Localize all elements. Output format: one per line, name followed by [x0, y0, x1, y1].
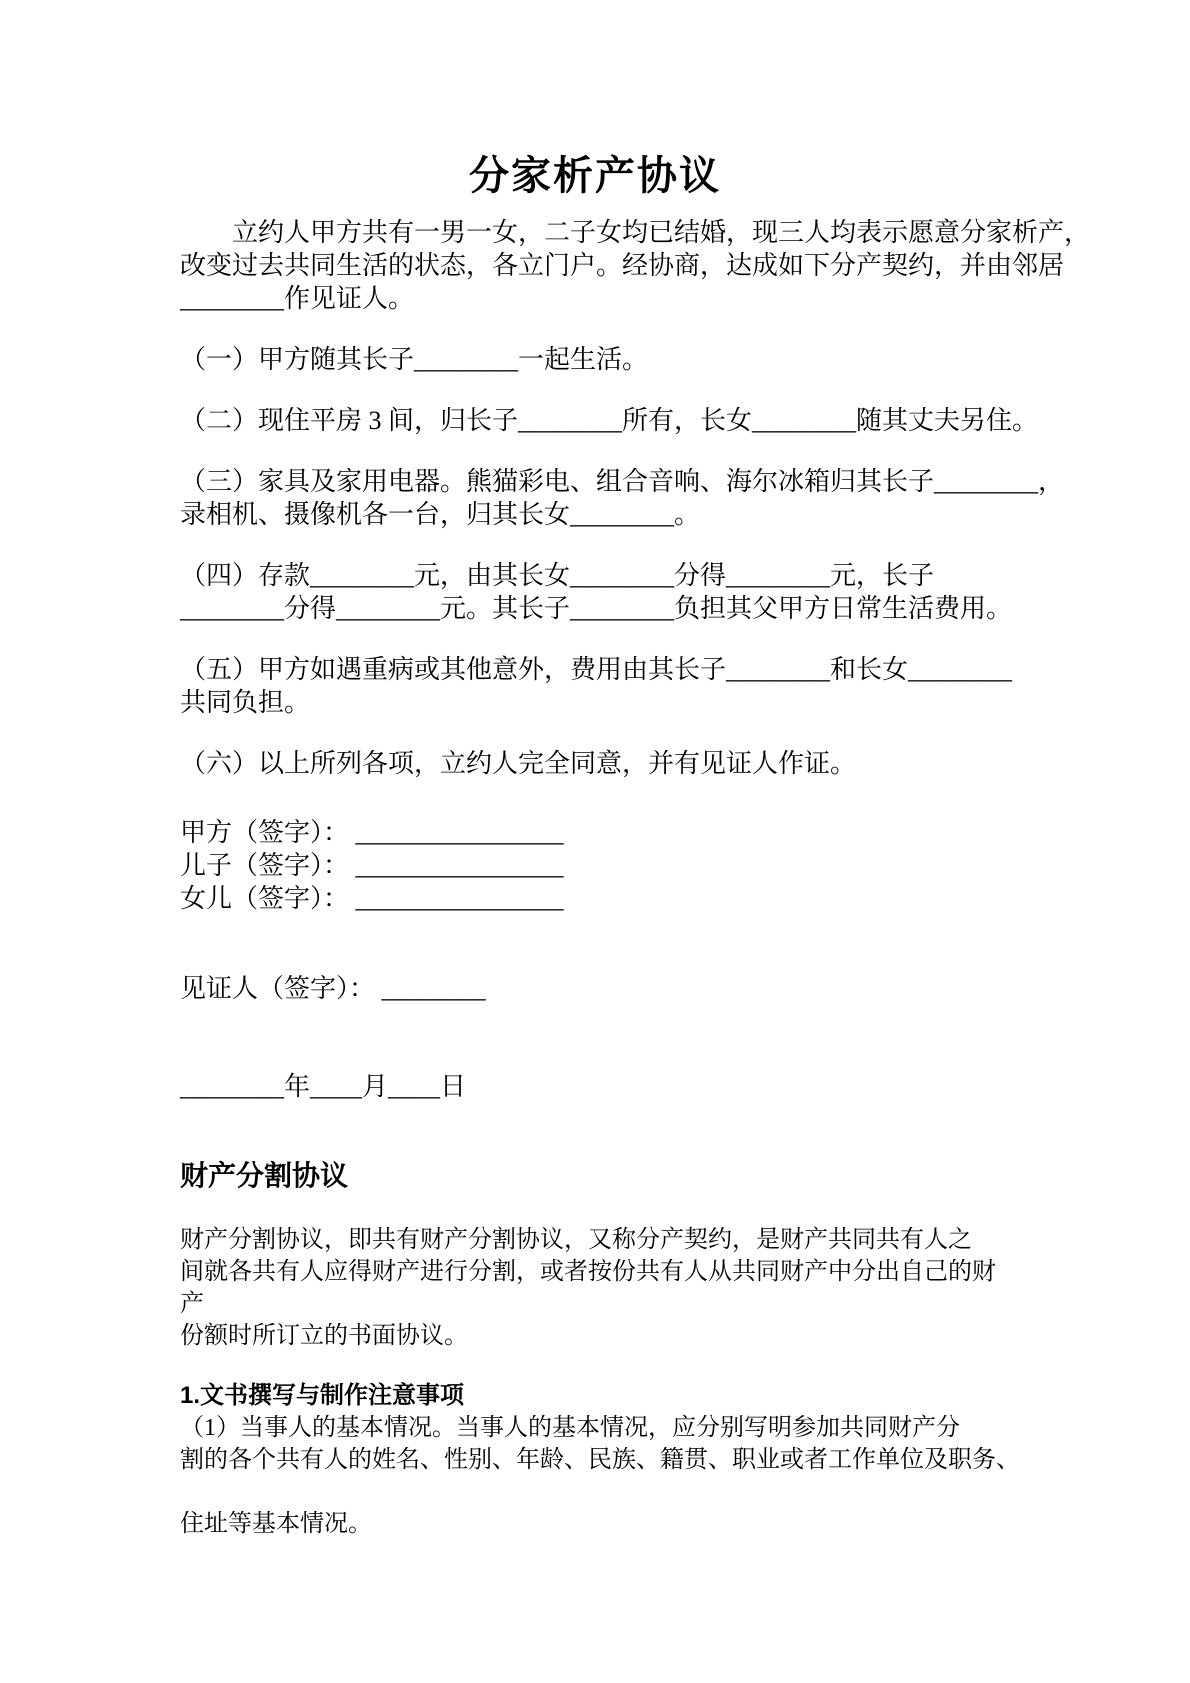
text-line: ________分得________元。其长子________负担其父甲方日常生活费用。 [180, 594, 1013, 623]
text-line: 产 [180, 1291, 204, 1317]
notes-heading: 1.文书撰写与制作注意事项 [180, 1382, 465, 1409]
text-line: 立约人甲方共有一男一女，二子女均已结婚，现三人均表示愿意分家析产， [180, 218, 1091, 247]
notes-paragraph [180, 1412, 1040, 1540]
agreement-section [180, 150, 1091, 1103]
text-line: 割的各个共有人的姓名、性别、年龄、民族、籍贯、职业或者工作单位及职务、 [180, 1447, 1020, 1473]
text-line: 儿子（签字）： ________________ [180, 851, 564, 880]
text-line: 录相机、摄像机各一台，归其长女________。 [180, 500, 701, 529]
opening-paragraph [180, 216, 1091, 315]
text-line: （1）当事人的基本情况。当事人的基本情况，应分别写明参加共同财产分 [180, 1415, 960, 1441]
text-line: 份额时所订立的书面协议。 [180, 1323, 468, 1349]
clause-6 [180, 747, 1040, 780]
explainer-paragraph [180, 1224, 1040, 1352]
date-line: ________年____月____日 [180, 1072, 467, 1101]
text-line: 改变过去共同生活的状态，各立门户。经协商，达成如下分产契约，并由邻居 [180, 251, 1065, 280]
text-line: ________作见证人。 [180, 284, 415, 313]
clause-5 [180, 653, 1040, 719]
text-line [180, 1476, 1040, 1508]
explainer-section [180, 1158, 1040, 1540]
text-line: （三）家具及家用电器。熊猫彩电、组合音响、海尔冰箱归其长子________， [180, 467, 1065, 496]
witness-signature-line: 见证人（签字）： ________ [180, 974, 486, 1003]
clause-2 [180, 404, 1040, 437]
signature-block [180, 816, 1040, 915]
text-line: 共同负担。 [180, 688, 311, 717]
text-line: （五）甲方如遇重病或其他意外，费用由其长子________和长女________ [180, 655, 1013, 684]
clause-3 [180, 465, 1065, 531]
document-title: 分家析产协议 [469, 153, 721, 198]
text-line: 女儿（签字）： ________________ [180, 884, 564, 913]
text-line: 间就各共有人应得财产进行分割，或者按份共有人从共同财产中分出自己的财 [180, 1259, 996, 1285]
text-line: 财产分割协议，即共有财产分割协议，又称分产契约，是财产共同共有人之 [180, 1227, 972, 1253]
text-line: （四）存款________元，由其长女________分得________元，长子 [180, 561, 935, 590]
clause-1 [180, 343, 1040, 376]
explainer-heading: 财产分割协议 [180, 1160, 349, 1191]
text-line: （二）现住平房 3 间，归长子________所有，长女________随其丈夫另住。 [180, 406, 1039, 435]
text-line: （一）甲方随其长子________一起生活。 [180, 345, 649, 374]
text-line: 住址等基本情况。 [180, 1511, 372, 1537]
clause-4 [180, 559, 1040, 625]
text-line: 甲方（签字）： ________________ [180, 818, 564, 847]
text-line: （六）以上所列各项，立约人完全同意，并有见证人作证。 [180, 749, 857, 778]
